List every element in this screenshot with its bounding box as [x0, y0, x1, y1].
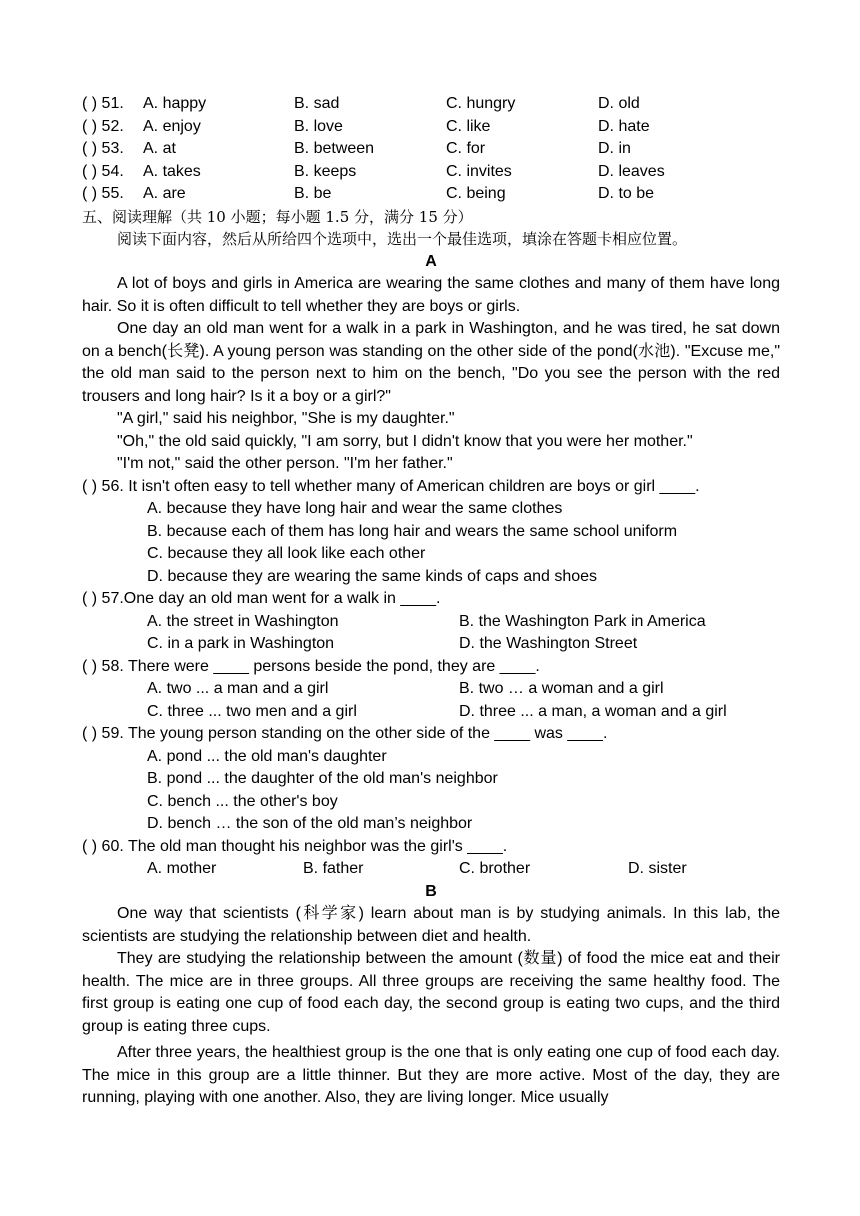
option-a: A. happy	[143, 95, 207, 112]
question-stem: ( ) 58. There were ____ persons beside the pond, they are ____.	[82, 657, 540, 675]
option-c: C. like	[446, 117, 491, 135]
passage-paragraph: They are studying the relationship between the amount (数量) of food the mice eat and their health. The mice are in three groups. All three groups are receiving the same healthy food. The first group is eating one cup of food each day, the second group is eating two cups, and the third group is eating three cups.	[82, 950, 780, 1035]
option-a: A. enjoy	[143, 117, 201, 135]
option-c: C. being	[446, 185, 506, 202]
exam-page	[82, 93, 780, 1110]
option-d: D. the Washington Street	[459, 635, 638, 652]
passage-label: A	[425, 252, 437, 270]
option-row	[82, 611, 780, 634]
question-row	[82, 161, 780, 184]
passage-paragraph: A lot of boys and girls in America are wearing the same clothes and many of them have long hair. So it is often difficult to tell whether they are boys or girls.	[82, 275, 780, 315]
question-number: ( ) 55.	[82, 185, 124, 202]
option-c: C. hungry	[446, 95, 516, 112]
option-a: A. two ... a man and a girl	[147, 680, 329, 697]
option-a: A. pond ... the old man's daughter	[147, 747, 387, 765]
option-d: D. leaves	[598, 162, 665, 180]
passage-paragraph: "A girl," said his neighbor, "She is my daughter."	[117, 410, 455, 427]
passage-paragraph: After three years, the healthiest group is the one that is only eating one cup of food each day. The mice in this group are a little thinner. But they are more active. Most of the day, they are running, playing with one another. Also, they are living longer. Mice usually	[82, 1044, 780, 1106]
option-b: B. love	[294, 117, 343, 135]
option-b: B. between	[294, 140, 375, 157]
option-b: B. be	[294, 185, 332, 202]
option-d: D. three ... a man, a woman and a girl	[459, 702, 727, 720]
option-c: C. in a park in Washington	[147, 635, 335, 652]
option-c: C. brother	[459, 860, 531, 877]
option-d: D. old	[598, 95, 640, 112]
question-row	[82, 138, 780, 161]
question-number: ( ) 51.	[82, 95, 124, 112]
option-b: B. father	[303, 860, 364, 877]
option-row	[82, 858, 780, 881]
section-heading: 五、阅读理解（共 10 小题；每小题 1.5 分，满分 15 分）	[82, 207, 473, 226]
option-a: A. because they have long hair and wear the same clothes	[147, 500, 563, 517]
question-row	[82, 183, 780, 206]
option-d: D. sister	[628, 860, 687, 877]
option-row	[82, 633, 780, 656]
question-stem: ( ) 56. It isn't often easy to tell whether many of American children are boys or girl ____.	[82, 477, 700, 495]
option-a: A. at	[143, 140, 176, 157]
question-row	[82, 93, 780, 116]
question-row	[82, 116, 780, 139]
question-number: ( ) 52.	[82, 117, 124, 135]
option-a: A. the street in Washington	[147, 612, 339, 630]
option-row	[82, 701, 780, 724]
question-stem: ( ) 60. The old man thought his neighbor was the girl's ____.	[82, 837, 508, 855]
option-d: D. hate	[598, 117, 650, 135]
passage-label: B	[425, 882, 437, 900]
option-a: A. mother	[147, 860, 217, 877]
option-a: A. takes	[143, 162, 201, 180]
question-number: ( ) 53.	[82, 140, 124, 157]
option-d: D. to be	[598, 185, 655, 202]
passage-paragraph: "Oh," the old said quickly, "I am sorry, but I didn't know that you were her mother."	[117, 432, 693, 450]
option-b: B. because each of them has long hair and wears the same school uniform	[147, 522, 678, 540]
option-b: B. two … a woman and a girl	[459, 680, 664, 697]
question-number: ( ) 54.	[82, 162, 124, 180]
option-a: A. are	[143, 185, 186, 202]
option-c: C. for	[446, 140, 486, 157]
section-instruction: 阅读下面内容，然后从所给四个选项中，选出一个最佳选项，填涂在答题卡相应位置。	[117, 230, 688, 248]
passage-paragraph: "I'm not," said the other person. "I'm her father."	[117, 455, 453, 472]
option-d: D. bench … the son of the old man’s neighbor	[147, 815, 473, 832]
passage-paragraph: One day an old man went for a walk in a park in Washington, and he was tired, he sat down on a bench(长凳). A young person was standing on the other side of the pond(水池). "Excuse me," the old man said to the person next to him on the bench, "Do you see the person with the red trousers and long hair? Is it a boy or a girl?"	[82, 320, 780, 405]
question-stem: ( ) 59. The young person standing on the other side of the ____ was ____.	[82, 725, 608, 742]
question-stem: ( ) 57.One day an old man went for a walk in ____.	[82, 590, 441, 607]
mc-block	[82, 93, 780, 206]
option-b: B. sad	[294, 95, 340, 112]
option-c: C. bench ... the other's boy	[147, 792, 338, 810]
option-b: B. pond ... the daughter of the old man's neighbor	[147, 770, 498, 787]
option-b: B. keeps	[294, 162, 357, 180]
option-d: D. in	[598, 140, 631, 157]
option-c: C. because they all look like each other	[147, 545, 426, 562]
option-c: C. three ... two men and a girl	[147, 702, 357, 720]
option-c: C. invites	[446, 162, 512, 180]
passage-paragraph: One way that scientists (科学家) learn about man is by studying animals. In this lab, the scientists are studying the relationship between diet and health.	[82, 905, 780, 945]
option-row	[82, 678, 780, 701]
option-d: D. because they are wearing the same kinds of caps and shoes	[147, 567, 598, 585]
option-b: B. the Washington Park in America	[459, 612, 706, 630]
